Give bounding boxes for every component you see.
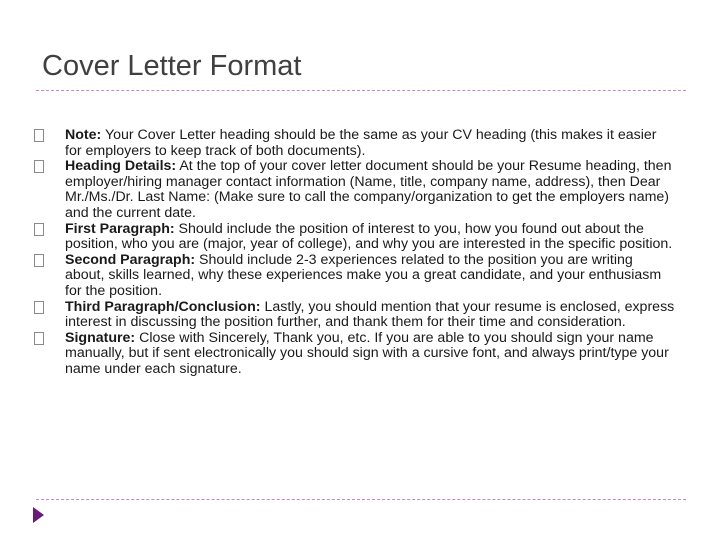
bullet-item-third-paragraph xyxy=(34,300,676,331)
box-bullet-icon xyxy=(34,301,44,314)
box-bullet-icon xyxy=(34,254,44,267)
bullet-item-signature xyxy=(34,331,676,378)
bullet-lead: Note: xyxy=(65,127,102,143)
bullet-item-note xyxy=(34,128,676,159)
bullet-item-first-paragraph xyxy=(34,222,676,253)
next-arrow-icon[interactable] xyxy=(33,507,44,523)
bullet-lead: Signature: xyxy=(65,329,136,346)
box-bullet-icon xyxy=(34,223,44,236)
bullet-text: At the top of your cover letter document should be your Resume heading, then employer/hiring manager contact information (Name, title, company name, address), then Dear Mr./Ms./Dr. Last Name: (Make sure to call the company/organization to get the employers name) and the current date. xyxy=(65,158,672,221)
bullet-list xyxy=(34,128,676,378)
slide-title: Cover Letter Format xyxy=(42,50,302,82)
bullet-lead: Third Paragraph/Conclusion: xyxy=(65,298,261,315)
bullet-text: Close with Sincerely, Thank you, etc. If you are able to you should sign your name manually, but if sent electronically you should sign with a cursive font, and always print/type your name under each signature. xyxy=(65,329,669,377)
bullet-lead: First Paragraph: xyxy=(65,220,175,237)
box-bullet-icon xyxy=(34,160,44,173)
bullet-item-heading-details xyxy=(34,159,676,221)
box-bullet-icon xyxy=(34,332,44,345)
bullet-lead: Heading Details: xyxy=(65,158,177,175)
title-divider xyxy=(36,90,686,91)
bullet-text: Should include the position of interest to you, how you found out about the position, who you are (major, year of college), and why you are interested in the specific position. xyxy=(65,220,673,253)
bullet-item-second-paragraph xyxy=(34,253,676,300)
bullet-text: Should include 2-3 experiences related to the position you are writing about, skills learned, why these experiences make you a great candidate, and your enthusiasm for the position. xyxy=(65,251,662,299)
footer-divider xyxy=(36,499,686,500)
bullet-text: Lastly, you should mention that your resume is enclosed, express interest in discussing the position further, and thank them for their time and consideration. xyxy=(65,298,675,331)
box-bullet-icon xyxy=(34,129,44,142)
bullet-text: Your Cover Letter heading should be the same as your CV heading (this makes it easier for employers to keep track of both documents). xyxy=(65,127,657,159)
bullet-lead: Second Paragraph: xyxy=(65,251,196,268)
